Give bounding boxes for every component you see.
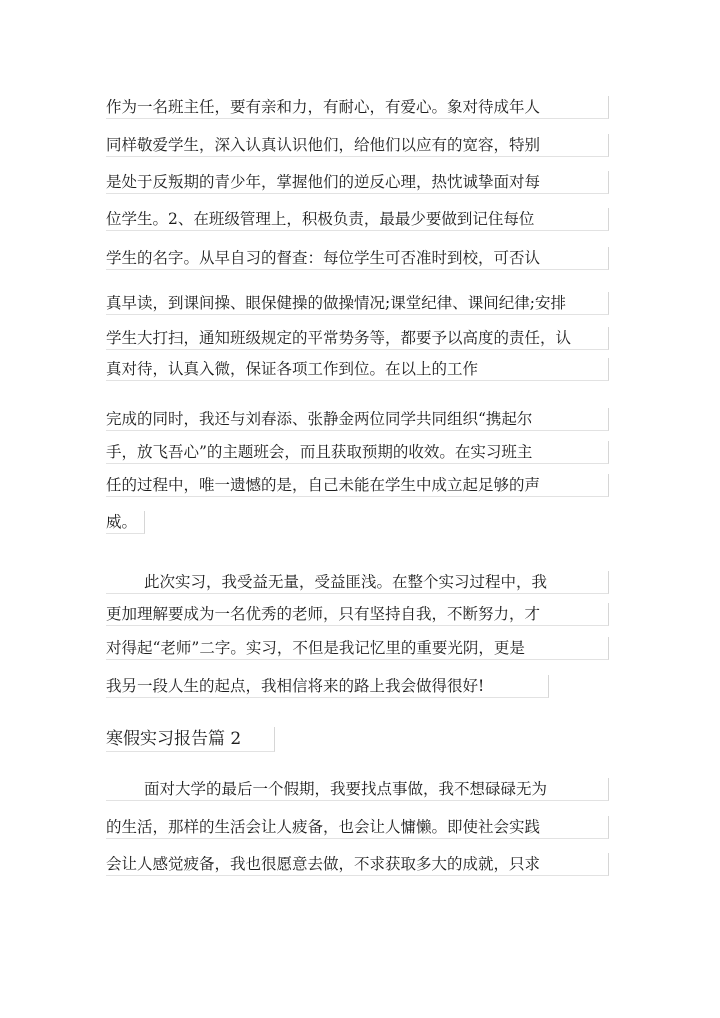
text-line: 更加理解要成为一名优秀的老师，只有坚持自我，不断努力，才 [106,603,609,626]
text-line: 的生活，那样的生活会让人疲备，也会让人慵懒。即使社会实践 [106,816,609,839]
text-line [106,571,609,594]
text-line: 同样敬爱学生，深入认真认识他们，给他们以应有的宽容，特别 [106,134,609,157]
text-line [106,778,609,801]
text-line: 是处于反叛期的青少年，掌握他们的逆反心理，热忱诚挚面对每 [106,171,609,194]
text-line: 手，放飞吾心”的主题班会，而且获取预期的收效。在实习班主 [106,441,609,464]
text-line: 会让人感觉疲备，我也很愿意去做，不求获取多大的成就，只求 [106,853,609,876]
text-line: 作为一名班主任，要有亲和力，有耐心，有爱心。象对待成年人 [106,96,609,119]
text-line: 威。 [106,511,145,534]
text-line-content: 面对大学的最后一个假期，我要找点事做，我不想碌碌无为 [144,780,548,798]
section-heading: 寒假实习报告篇 2 [106,727,275,752]
text-line: 我另一段人生的起点，我相信将来的路上我会做得很好! [106,675,549,698]
text-line: 任的过程中，唯一遗憾的是，自己未能在学生中成立起足够的声 [106,474,609,497]
text-line: 真早读，到课间操、眼保健操的做操情况;课堂纪律、课间纪律;安排 [106,292,609,315]
text-line: 真对待，认真入微，保证各项工作到位。在以上的工作 [106,358,609,381]
text-line: 完成的同时，我还与刘春添、张静金两位同学共同组织“携起尔 [106,408,609,431]
text-line: 学生的名字。从早自习的督查：每位学生可否准时到校，可否认 [106,247,609,270]
text-line: 位学生。2、在班级管理上，积极负责，最最少要做到记住每位 [106,208,609,231]
text-line: 对得起“老师”二字。实习，不但是我记忆里的重要光阴，更是 [106,637,609,660]
text-line-content: 此次实习，我受益无量，受益匪浅。在整个实习过程中，我 [144,573,548,591]
text-line: 学生大打扫，通知班级规定的平常势务等，都要予以高度的责任，认 [106,327,609,350]
